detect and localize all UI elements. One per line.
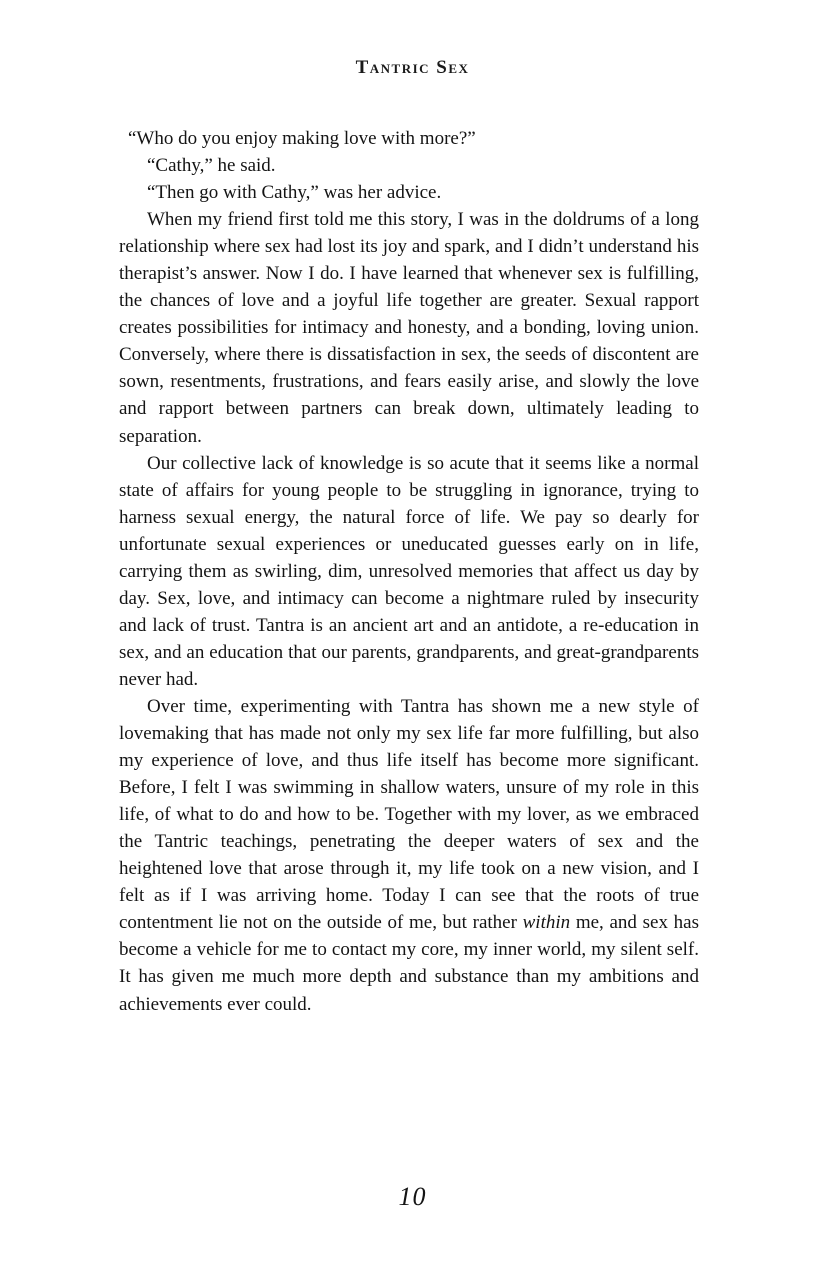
paragraph-text: me, and sex has become a vehicle for me to contact my core, my inner world, my silent self. It has given me much more depth and substance than my ambitions and achievements ever could. — [119, 912, 699, 1015]
body-text — [119, 125, 699, 1018]
paragraph: Our collective lack of knowledge is so acute that it seems like a normal state of affairs for young people to be struggling in ignorance, trying to harness sexual energy, the natural force of life. We pay so dearly for unfortunate sexual experiences or uneducated guesses early on in life, carrying them as swirling, dim, unresolved memories that affect us day by day. Sex, love, and intimacy can become a nightmare ruled by insecurity and lack of trust. Tantra is an ancient art and an antidote, a re-education in sex, and an education that our parents, grandparents, and great-grandparents never had. — [119, 452, 699, 690]
paragraph-last — [119, 693, 699, 1018]
paragraph: “Cathy,” he said. — [147, 155, 276, 177]
paragraph-text: Over time, experimenting with Tantra has shown me a new style of lovemaking that has made not only my sex life far more fulfilling, but also my experience of love, and thus life itself has become more significant. Before, I felt I was swimming in shallow waters, unsure of my role in this life, of what to do and how to be. Together with my lover, as we embraced the Tantric teachings, penetrating the deeper waters of sex and the heightened love that arose through it, my life took on a new vision, and I felt as if I was arriving home. Today I can see that the roots of true contentment lie not on the outside of me, but rather — [119, 695, 699, 934]
running-head: Tantric Sex — [355, 57, 470, 78]
emphasis-text: within — [522, 912, 571, 934]
paragraph: “Then go with Cathy,” was her advice. — [147, 182, 442, 204]
paragraph: When my friend first told me this story, I was in the doldrums of a long relationship where sex had lost its joy and spark, and I didn’t understand his therapist’s answer. Now I do. I have learned that whenever sex is fulfilling, the chances of love and a joyful life together are greater. Sexual rapport creates possibilities for intimacy and honesty, and a bonding, loving union. Conversely, where there is dissatisfaction in sex, the seeds of discontent are sown, resentments, frustrations, and fears easily arise, and slowly the love and rapport between partners can break down, ultimately leading to separation. — [119, 209, 699, 447]
paragraph: “Who do you enjoy making love with more?” — [128, 128, 476, 149]
page-number: 10 — [398, 1182, 427, 1211]
